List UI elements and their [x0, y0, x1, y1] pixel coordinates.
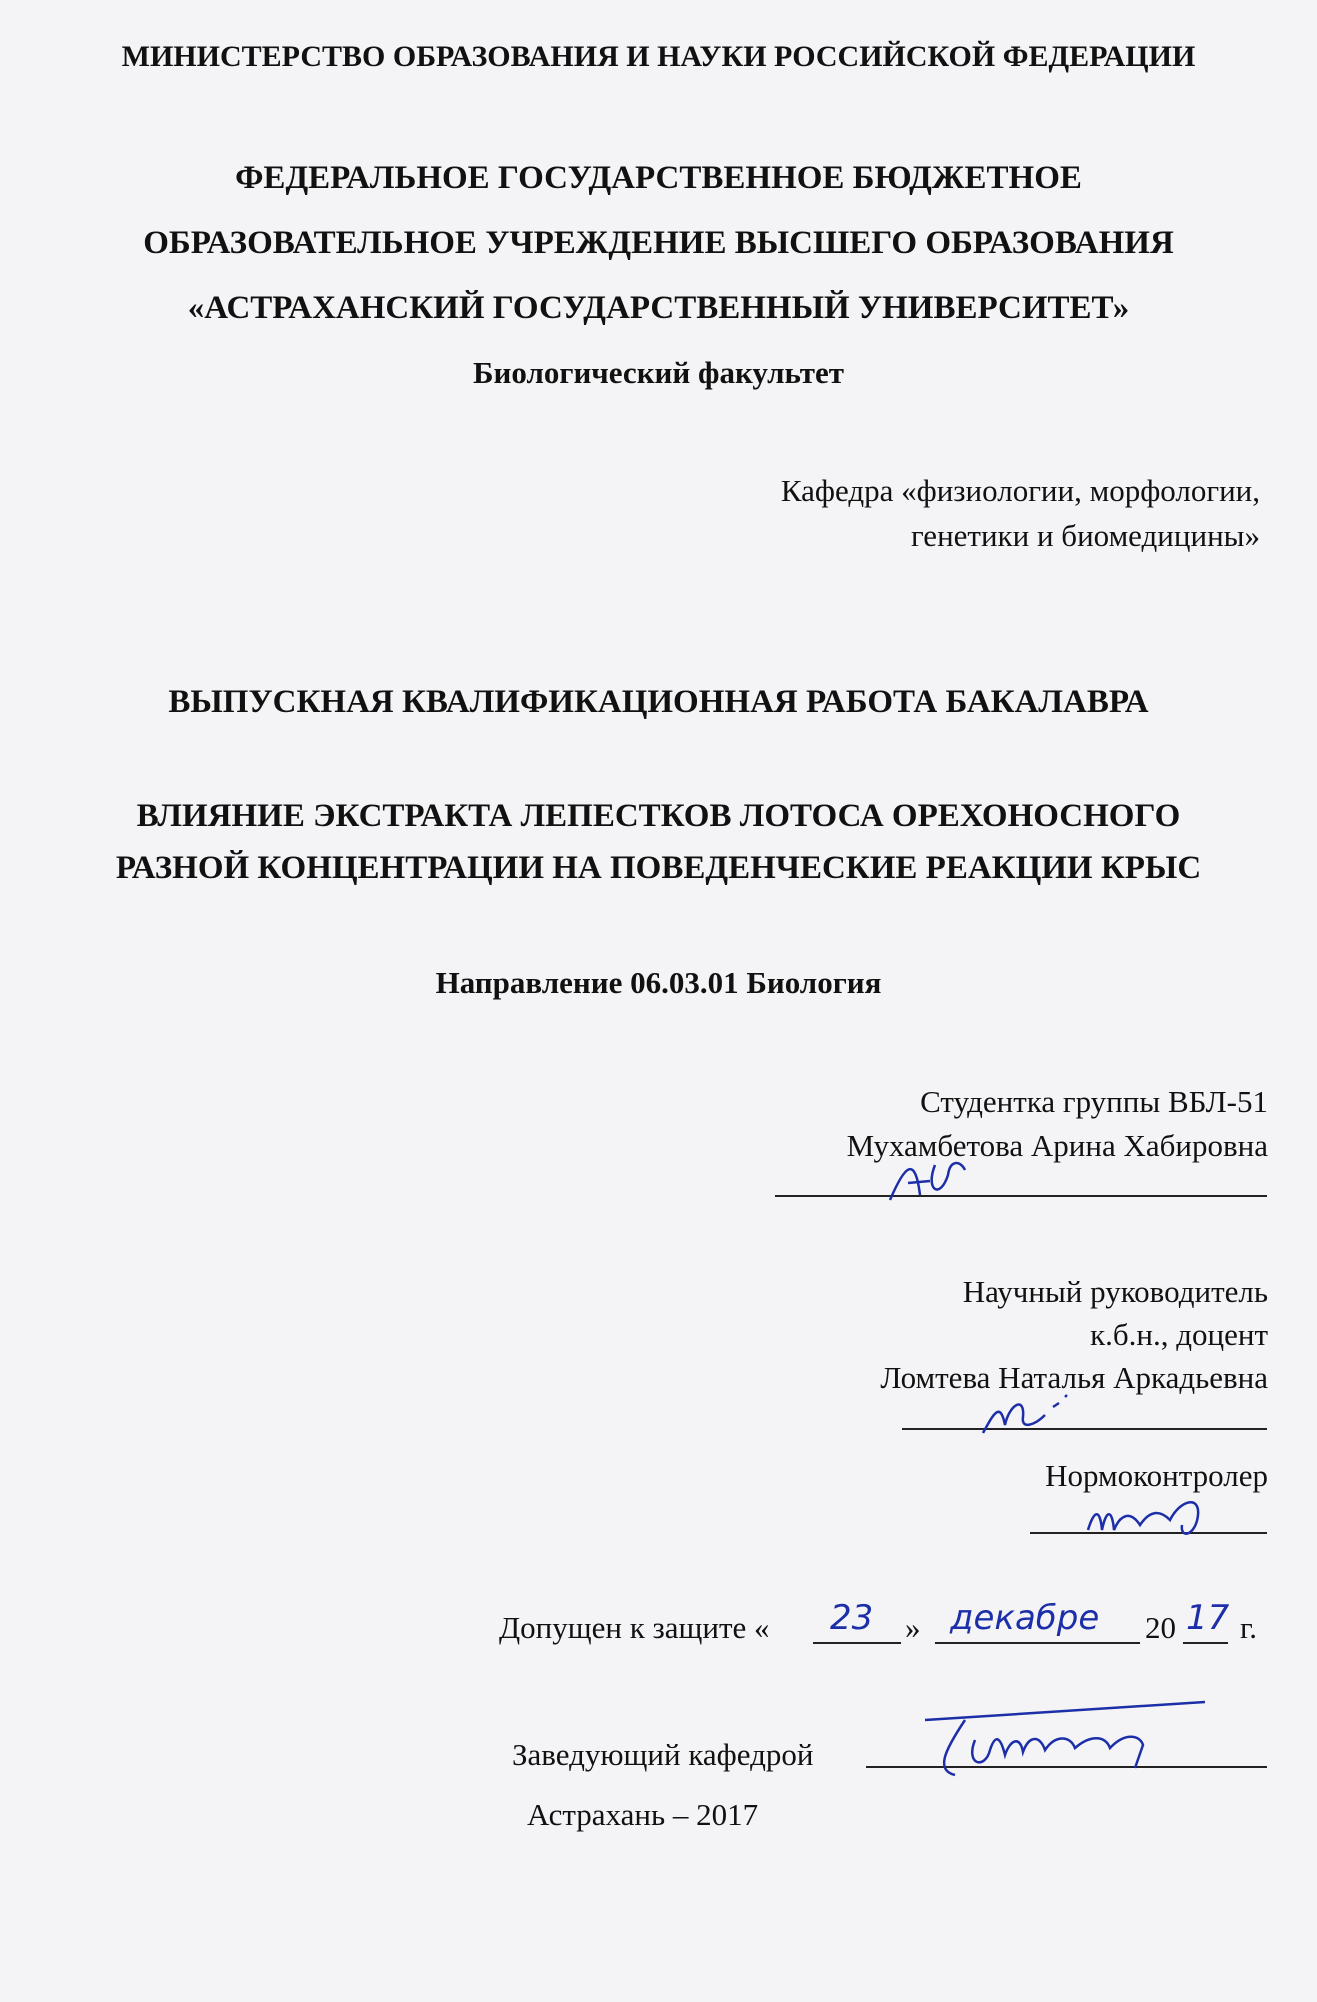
institution-line-1: ФЕДЕРАЛЬНОЕ ГОСУДАРСТВЕННОЕ БЮДЖЕТНОЕ [235, 160, 1082, 196]
admission-year-prefix: 20 [1145, 1610, 1176, 1645]
work-title-line-2: РАЗНОЙ КОНЦЕНТРАЦИИ НА ПОВЕДЕНЧЕСКИЕ РЕАКЦИИ КРЫС [115, 850, 1202, 886]
admission-day-line [813, 1642, 901, 1644]
admission-suffix: г. [1240, 1610, 1257, 1645]
admission-month-line [935, 1642, 1140, 1644]
faculty-name: Биологический факультет [473, 355, 844, 390]
supervisor-name: Ломтева Наталья Аркадьевна [880, 1360, 1268, 1395]
supervisor-signature [975, 1385, 1085, 1445]
institution-line-3: «АСТРАХАНСКИЙ ГОСУДАРСТВЕННЫЙ УНИВЕРСИТЕТ» [187, 290, 1130, 326]
admission-month: декабре [950, 1598, 1100, 1638]
work-type-heading: ВЫПУСКНАЯ КВАЛИФИКАЦИОННАЯ РАБОТА БАКАЛАВРА [168, 684, 1149, 720]
department-line-1: Кафедра «физиологии, морфологии, [780, 473, 1260, 508]
admission-year-suffix: 17 [1186, 1598, 1230, 1638]
work-title-line-1: ВЛИЯНИЕ ЭКСТРАКТА ЛЕПЕСТКОВ ЛОТОСА ОРЕХОНОСНОГО [136, 798, 1181, 834]
normcontrol-role: Нормоконтролер [1045, 1458, 1268, 1493]
admission-quote-close: » [905, 1610, 921, 1645]
city-year: Астрахань – 2017 [527, 1797, 759, 1832]
admission-year-line [1183, 1642, 1228, 1644]
student-signature-line [775, 1195, 1267, 1197]
ministry-heading: МИНИСТЕРСТВО ОБРАЗОВАНИЯ И НАУКИ РОССИЙСКОЙ ФЕДЕРАЦИИ [121, 40, 1196, 73]
admission-day: 23 [830, 1598, 874, 1638]
normcontrol-signature [1080, 1480, 1220, 1550]
institution-line-2: ОБРАЗОВАТЕЛЬНОЕ УЧРЕЖДЕНИЕ ВЫСШЕГО ОБРАЗОВАНИЯ [143, 225, 1174, 261]
head-of-department-label: Заведующий кафедрой [512, 1737, 814, 1772]
student-group: Студентка группы ВБЛ-51 [920, 1084, 1268, 1119]
student-signature [880, 1145, 970, 1215]
admission-prefix: Допущен к защите « [499, 1610, 770, 1645]
student-name: Мухамбетова Арина Хабировна [846, 1128, 1268, 1163]
supervisor-role: Научный руководитель [962, 1274, 1268, 1309]
direction-line: Направление 06.03.01 Биология [435, 965, 882, 1000]
supervisor-degree: к.б.н., доцент [1090, 1317, 1268, 1352]
department-line-2: генетики и биомедицины» [911, 518, 1260, 553]
head-signature [905, 1680, 1235, 1780]
